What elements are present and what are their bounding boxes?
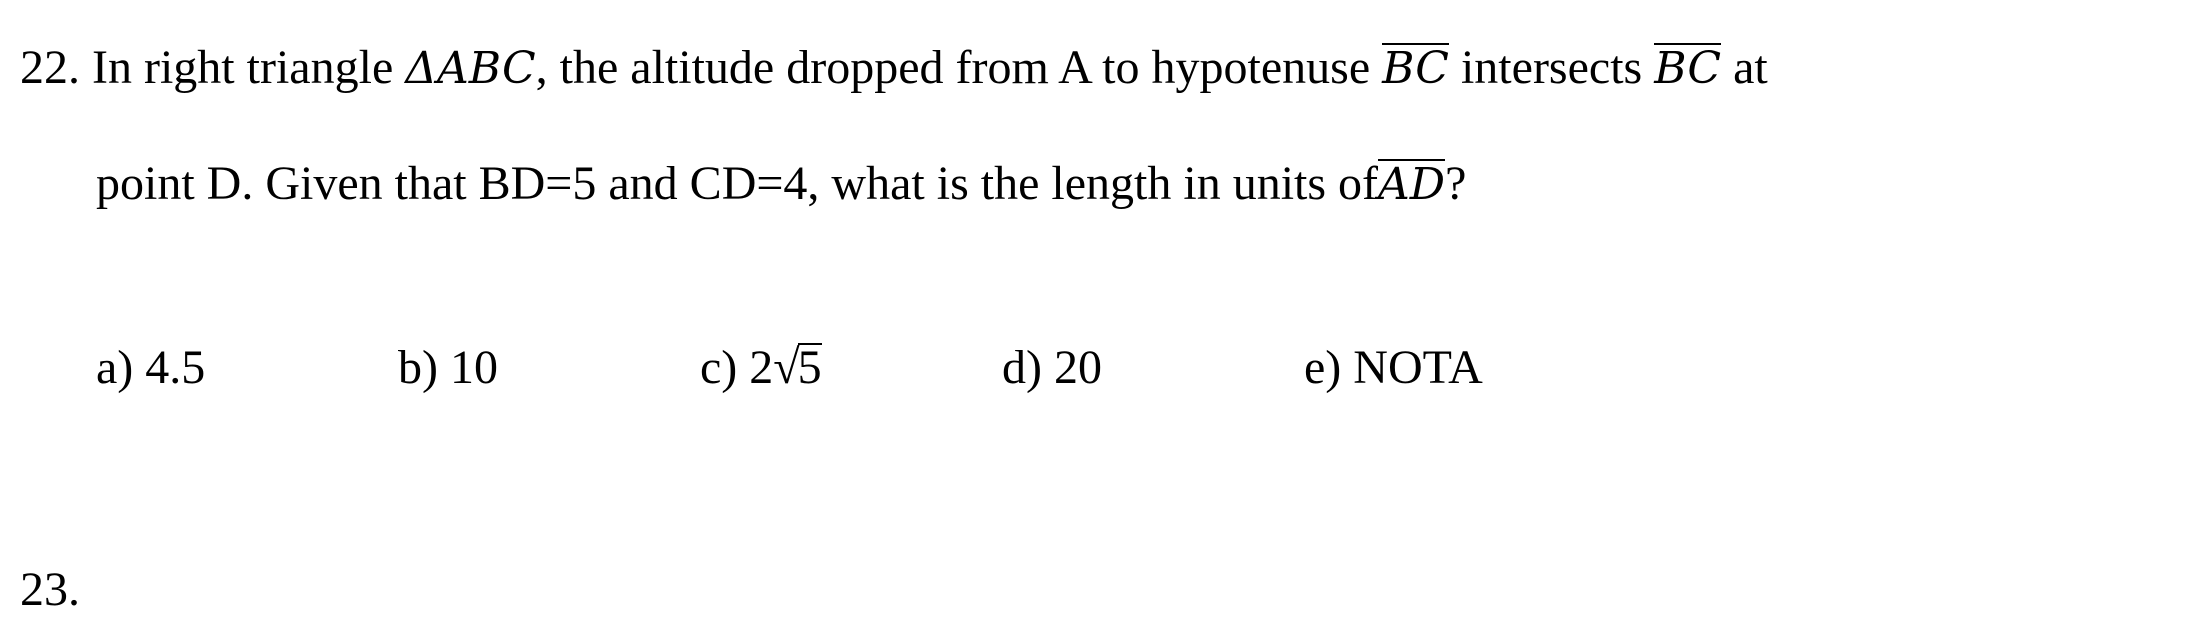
segment-bc-overline: BC — [1382, 43, 1449, 94]
sqrt-five — [773, 338, 821, 398]
next-question-fragment: 23. — [20, 563, 80, 616]
question-mark: ? — [1445, 157, 1467, 210]
answer-choice-c — [700, 338, 822, 398]
question-intro-text: In right triangle — [92, 41, 394, 94]
answer-choice-e: e) NOTA — [1304, 341, 1483, 394]
answer-choice-b: b) 10 — [398, 341, 498, 394]
segment-ad-overline: AD — [1378, 159, 1446, 210]
question-mid-text: , the altitude dropped from A to hypotenuse — [535, 41, 1371, 94]
question-number: 22. — [20, 41, 80, 94]
question-line1-end-text: at — [1733, 41, 1768, 94]
answer-choice-d: d) 20 — [1002, 341, 1102, 394]
radicand: 5 — [797, 341, 822, 394]
triangle-abc-symbol: ΔABC — [405, 43, 536, 94]
choice-c-label: c) 2 — [700, 341, 774, 394]
answer-choice-a: a) 4.5 — [96, 341, 206, 394]
question-line-1 — [20, 38, 1768, 99]
radical-sign-icon: √ — [773, 341, 800, 394]
question-line-2 — [96, 154, 1466, 214]
question-between-text: intersects — [1460, 41, 1643, 94]
question-line2-text: point D. Given that BD=5 and CD=4, what is the length in units of — [96, 157, 1379, 210]
segment-bc-overline-2: BC — [1654, 43, 1722, 94]
